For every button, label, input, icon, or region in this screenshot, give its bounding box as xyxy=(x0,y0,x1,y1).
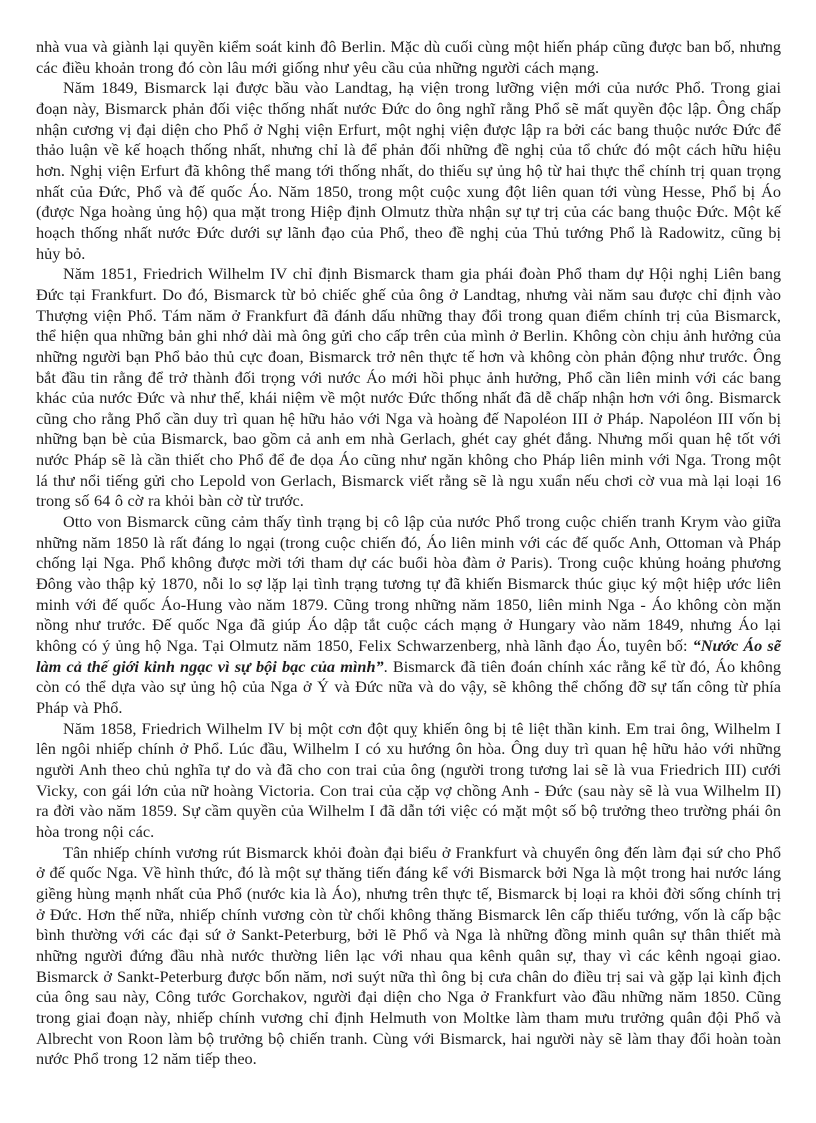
body-text: nhà vua và giành lại quyền kiểm soát kinh đô Berlin. Mặc dù cuối cùng một hiến pháp cũng được ban bố, nhưng các điều khoản trong đó còn lâu mới giống như yêu cầu của những người cách mạng. xyxy=(36,37,781,77)
paragraph xyxy=(36,719,781,843)
body-text: Tân nhiếp chính vương rút Bismarck khỏi đoàn đại biểu ở Frankfurt và chuyển ông đến làm đại sứ cho Phổ ở đế quốc Nga. Về hình thức, đó là một sự thăng tiến đáng kể với Bismarck bởi Nga là một trong hai nước láng giềng hùng mạnh nhất của Phổ (nước kia là Áo), nhưng trên thực tế, Bismarck bị loại ra khỏi đời sống chính trị ở Đức. Hơn thế nữa, nhiếp chính vương còn từ chối không thăng Bismarck lên cấp thiếu tướng, vốn là cấp bậc bình thường với các đại sứ ở Sankt-Peterburg, bởi lẽ Phổ và Nga là những đồng minh quân sự thân thiết mà những người đứng đầu nhà nước thường liên lạc với nhau qua kênh quân sự, thay vì các kênh ngoại giao. Bismarck ở Sankt-Peterburg được bốn năm, nơi suýt nữa thì ông bị cưa chân do điều trị sai và gặp lại kình địch của ông sau này, Công tước Gorchakov, người đại diện cho Nga ở Frankfurt vào đầu những năm 1850. Cũng trong giai đoạn này, nhiếp chính vương chỉ định Helmuth von Moltke làm tham mưu trưởng quân đội Phổ và Albrecht von Roon làm bộ trưởng bộ chiến tranh. Cùng với Bismarck, hai người này sẽ làm thay đổi hoàn toàn nước Phổ trong 12 năm tiếp theo. xyxy=(36,842,781,1069)
paragraph xyxy=(36,512,781,719)
paragraph xyxy=(36,37,781,78)
body-text: . Bismarck đã tiên đoán chính xác rằng kể từ đó, Áo không còn có thể dựa vào sự ủng hộ của Nga ở Ý và Đức nữa và do vậy, sẽ không thể chống đỡ sự tấn công từ phía Pháp và Phổ. xyxy=(36,656,781,717)
paragraph xyxy=(36,843,781,1070)
body-text: Năm 1849, Bismarck lại được bầu vào Landtag, hạ viện trong lưỡng viện mới của nước Phổ. Trong giai đoạn này, Bismarck phản đối việc thống nhất nước Đức do ông nghĩ rằng Phổ sẽ mất quyền độc lập. Ông chấp nhận cương vị đại diện cho Phổ ở Nghị viện Erfurt, một nghị viện được lập ra bởi các bang thuộc nước Đức để thảo luận về kế hoạch thống nhất, nhưng chỉ là để phản đối những đề nghị của tổ chức đó một cách hữu hiệu hơn. Nghị viện Erfurt đã không thể mang tới thống nhất, do thiếu sự ủng hộ từ hai thực thể chính trị quan trọng nhất của Đức, Phổ và đế quốc Áo. Năm 1850, trong một cuộc xung đột liên quan tới vùng Hesse, Phổ bị Áo (được Nga hoàng ủng hộ) qua mặt trong Hiệp định Olmutz thừa nhận sự tự trị của các bang thuộc Đức. Một kế hoạch thống nhất nước Đức dưới sự lãnh đạo của Phổ, theo đề nghị của Thủ tướng Phổ là Radowitz, cũng bị hủy bỏ. xyxy=(36,78,781,263)
paragraph xyxy=(36,264,781,512)
quote-text: “Nước Áo sẽ làm cả thế giới kinh ngạc vì sự bội bạc của mình” xyxy=(36,636,781,676)
body-text: Năm 1851, Friedrich Wilhelm IV chỉ định Bismarck tham gia phái đoàn Phổ tham dự Hội nghị Liên bang Đức tại Frankfurt. Do đó, Bismarck từ bỏ chiếc ghế của ông ở Landtag, nhưng vài năm sau được chỉ định vào Thượng viện Phổ. Tám năm ở Frankfurt đã đánh dấu những thay đổi trong quan điểm chính trị của Bismarck, thể hiện qua những bản ghi nhớ dài mà ông gửi cho cấp trên của mình ở Berlin. Không còn chịu ảnh hưởng của những người bạn Phổ bảo thủ cực đoan, Bismarck trở nên thực tế hơn và không còn phản động như trước. Ông bắt đầu tin rằng để trở thành đối trọng với nước Áo mới hồi phục ảnh hưởng, Phổ cần liên minh với các bang khác của nước Đức và như thế, khái niệm về một nước Đức thống nhất đã dễ chấp nhận hơn với ông. Bismarck cũng cho rằng Phổ cần duy trì quan hệ hữu hảo với Nga và hoàng đế Napoléon III ở Pháp. Napoléon III vốn bị những bạn bè của Bismarck, bao gồm cả anh em nhà Gerlach, ghét cay ghét đắng. Nhưng mối quan hệ tốt với nước Pháp sẽ là cần thiết cho Phổ để đe dọa Áo cũng như ngăn không cho Pháp liên minh với Nga. Trong một lá thư nổi tiếng gửi cho Lepold von Gerlach, Bismarck viết rằng sẽ là ngu xuẩn nếu chơi cờ vua mà lại loại 16 trong số 64 ô cờ ra khỏi bàn cờ từ trước. xyxy=(36,264,781,511)
article-body xyxy=(36,37,781,1070)
body-text: Năm 1858, Friedrich Wilhelm IV bị một cơn đột quỵ khiến ông bị tê liệt thần kinh. Em trai ông, Wilhelm I lên ngôi nhiếp chính ở Phổ. Lúc đầu, Wilhelm I có xu hướng ôn hòa. Ông duy trì quan hệ hữu hảo với những người Anh theo chủ nghĩa tự do và đã cho con trai của ông (người trong tương lai sẽ là vua Friedrich III) cưới Vicky, con gái lớn của nữ hoàng Victoria. Con trai của cặp vợ chồng Anh - Đức (sau này sẽ là vua Wilhelm II) ra đời vào năm 1859. Sự cầm quyền của Wilhelm I đã dẫn tới việc có mặt một số bộ trưởng theo trường phái ôn hòa trong nội các. xyxy=(36,718,781,841)
paragraph xyxy=(36,78,781,264)
body-text: Otto von Bismarck cũng cảm thấy tình trạng bị cô lập của nước Phổ trong cuộc chiến tranh Krym vào giữa những năm 1850 là rất đáng lo ngại (trong cuộc chiến đó, Áo liên minh với các đế quốc Anh, Ottoman và Pháp chống lại Nga. Phổ không được mời tới tham dự các buổi hòa đàm ở Paris). Trong cuộc khủng hoảng phương Đông vào thập kỷ 1870, nỗi lo sợ lặp lại tình trạng tương tự đã khiến Bismarck thúc giục ký một hiệp ước liên minh với đế quốc Áo-Hung vào năm 1879. Cũng trong những năm 1850, liên minh Nga - Áo không còn mặn nồng như trước. Đế quốc Nga đã giúp Áo dập tắt cuộc cách mạng ở Hungary vào năm 1849, nhưng Áo lại không có ý ủng hộ Nga. Tại Olmutz năm 1850, Felix Schwarzenberg, nhà lãnh đạo Áo, tuyên bố: xyxy=(36,512,781,656)
